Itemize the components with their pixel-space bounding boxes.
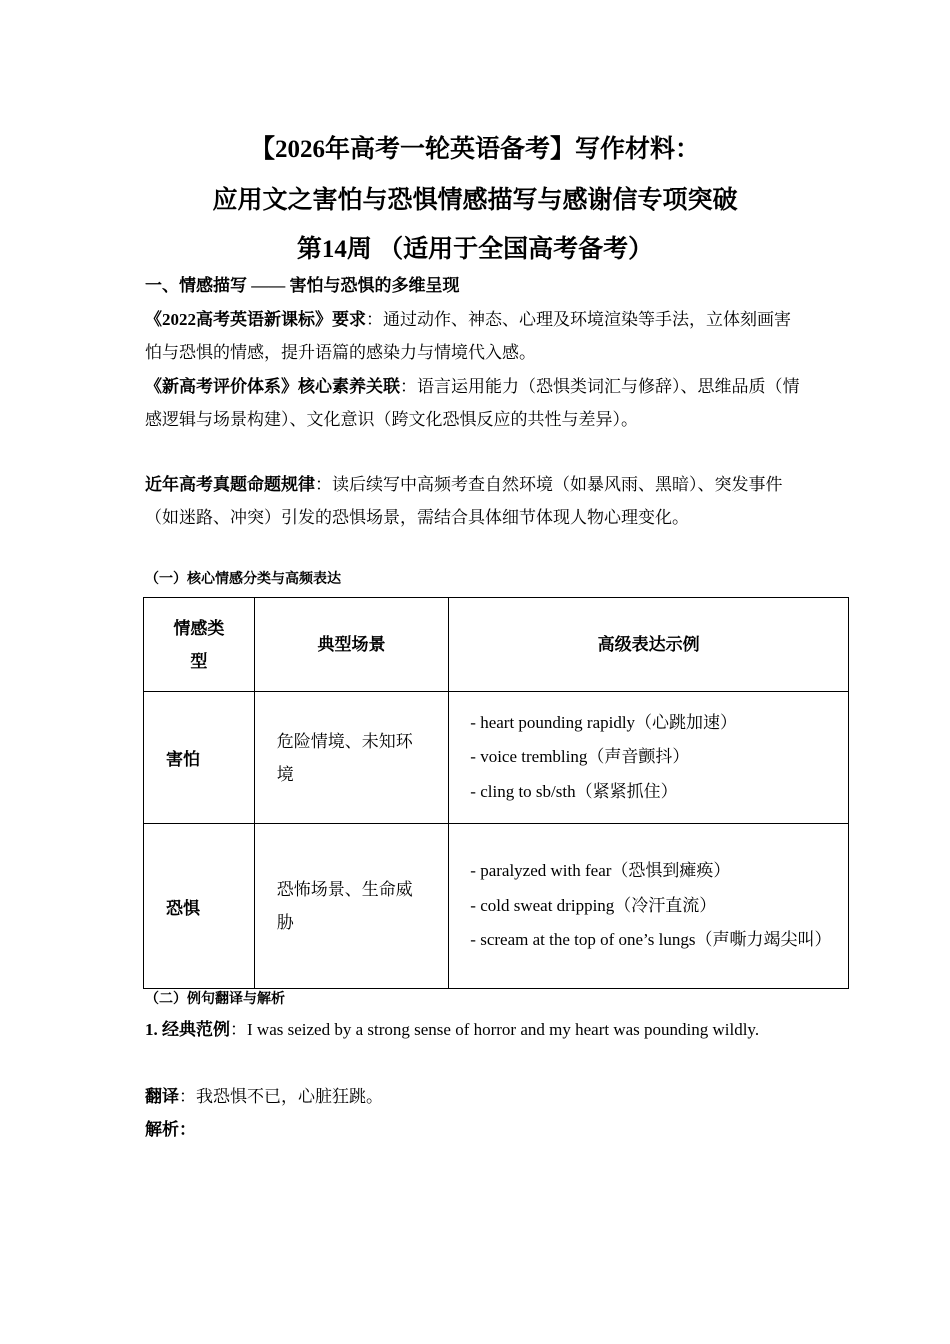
- exam-pattern-text: ：读后续写中高频考查自然环境（如暴风雨、黑暗）、突发事件（如迷路、冲突）引发的恐惧场景，需结合具体细节体现人物心理变化。: [145, 475, 783, 527]
- subsection-heading-2: （二）例句翻译与解析: [145, 992, 285, 1007]
- title-line-2: 应用文之害怕与恐惧情感描写与感谢信专项突破: [212, 187, 738, 214]
- translation: [145, 1080, 795, 1113]
- scene-cell: 危险情境、未知环境: [254, 692, 449, 824]
- example-sentence: [145, 1013, 795, 1046]
- table-row: [144, 824, 849, 989]
- analysis: [145, 1113, 795, 1146]
- expression-item: - paralyzed with fear（恐惧到瘫痪）: [470, 861, 731, 881]
- translation-label: 翻译: [145, 1087, 179, 1106]
- exam-pattern: [145, 468, 805, 534]
- expression-cell: [449, 824, 849, 989]
- expression-cell: [449, 692, 849, 824]
- section-heading: 一、情感描写 —— 害怕与恐惧的多维呈现: [145, 276, 460, 295]
- table-header-cell: 高级表达示例: [449, 598, 849, 692]
- emotion-table: [143, 597, 849, 989]
- example-label: 1. 经典范例: [145, 1020, 230, 1039]
- table-header-cell: 情感类型: [144, 598, 255, 692]
- curriculum-text: ：通过动作、神态、心理及环境渲染等手法，立体刻画害怕与恐惧的情感，提升语篇的感染力与情境代入感。: [145, 310, 791, 362]
- subsection-heading-1: （一）核心情感分类与高频表达: [145, 572, 341, 587]
- table-header-row: [144, 598, 849, 692]
- emotion-type-cell: 害怕: [144, 692, 255, 824]
- table-header-cell: 典型场景: [254, 598, 449, 692]
- literacy-text: ：语言运用能力（恐惧类词汇与修辞）、思维品质（情感逻辑与场景构建）、文化意识（跨文化恐惧反应的共性与差异）。: [145, 377, 800, 429]
- expression-item: - heart pounding rapidly（心跳加速）: [470, 712, 738, 732]
- title-line-1: 【2026年高考一轮英语备考】写作材料：: [249, 136, 700, 163]
- expression-item: - voice trembling（声音颤抖）: [470, 747, 690, 767]
- table-row: [144, 692, 849, 824]
- curriculum-requirement: [145, 303, 805, 369]
- expression-item: - scream at the top of one’s lungs（声嘶力竭尖叫）: [470, 930, 832, 950]
- analysis-label: 解析：: [145, 1120, 196, 1139]
- literacy-association: [145, 370, 805, 436]
- expression-item: - cling to sb/sth（紧紧抓住）: [470, 781, 678, 801]
- curriculum-label: 《2022高考英语新课标》要求: [145, 310, 366, 329]
- literacy-label: 《新高考评价体系》核心素养关联: [145, 377, 400, 396]
- title-line-3: 第14周 （适用于全国高考备考）: [296, 236, 654, 263]
- emotion-type-cell: 恐惧: [144, 824, 255, 989]
- translation-text: ：我恐惧不已，心脏狂跳。: [179, 1087, 383, 1106]
- example-text: ：I was seized by a strong sense of horror and my heart was pounding wildly.: [230, 1020, 760, 1039]
- exam-pattern-label: 近年高考真题命题规律: [145, 475, 315, 494]
- scene-cell: 恐怖场景、生命威胁: [254, 824, 449, 989]
- expression-item: - cold sweat dripping（冷汗直流）: [470, 895, 717, 915]
